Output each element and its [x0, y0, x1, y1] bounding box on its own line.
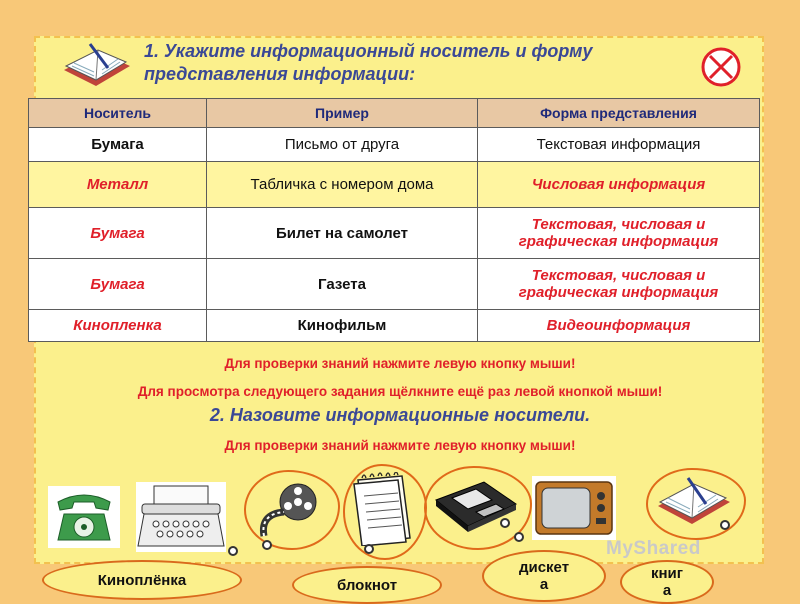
answer-book-cloud[interactable] — [620, 560, 714, 604]
answer-notebook-cloud[interactable] — [292, 566, 442, 604]
thought-dot — [228, 546, 238, 556]
telephone-image[interactable] — [48, 486, 120, 548]
cell-carrier: Бумага — [29, 208, 207, 259]
table-row — [29, 162, 760, 208]
task1-title-line2: представления информации: — [144, 64, 416, 84]
table-header-row — [29, 99, 760, 128]
answer-diskette-cloud[interactable] — [482, 550, 606, 602]
next-task-hint: Для просмотра следующего задания щёлкните ещё раз левой кнопкой мыши! — [137, 384, 663, 399]
thought-dot — [364, 544, 374, 554]
thought-dot — [262, 540, 272, 550]
thought-dot — [500, 518, 510, 528]
cell-example: Газета — [207, 259, 478, 310]
task1-title — [144, 40, 684, 86]
open-book-icon — [60, 40, 134, 94]
table-row — [29, 259, 760, 310]
check-hint-1: Для проверки знаний нажмите левую кнопку мыши! — [224, 356, 576, 371]
film-reel-icon — [254, 478, 326, 538]
thought-dot — [514, 532, 524, 542]
answer-film: Киноплёнка — [97, 571, 187, 589]
answer-book-line2: а — [662, 582, 672, 599]
cell-carrier: Металл — [29, 162, 207, 208]
cell-form: Видеоинформация — [478, 310, 760, 342]
cell-carrier: Бумага — [29, 128, 207, 162]
table-row — [29, 128, 760, 162]
carrier-table — [28, 98, 760, 342]
typewriter-image[interactable] — [136, 482, 226, 552]
cell-example: Билет на самолет — [207, 208, 478, 259]
watermark: MyShared — [606, 538, 701, 559]
task2-title: 2. Назовите информационные носители. — [209, 405, 591, 425]
answer-diskette-line1: дискет — [518, 559, 570, 576]
answer-book-line1: книг — [650, 565, 684, 582]
tv-image[interactable] — [532, 476, 616, 540]
cell-form: Числовая информация — [478, 162, 760, 208]
cell-carrier: Кинопленка — [29, 310, 207, 342]
cell-example: Табличка с номером дома — [207, 162, 478, 208]
cell-example: Кинофильм — [207, 310, 478, 342]
thought-dot — [720, 520, 730, 530]
cell-carrier: Бумага — [29, 259, 207, 310]
check-hint-2: Для проверки знаний нажмите левую кнопку мыши! — [224, 438, 576, 453]
cell-form: Текстовая, числовая и графическая информация — [478, 259, 760, 310]
header-example: Пример — [207, 99, 478, 128]
task1-title-line1: 1. Укажите информационный носитель и форму — [144, 41, 593, 61]
header-carrier: Носитель — [29, 99, 207, 128]
header-form: Форма представления — [478, 99, 760, 128]
answer-notebook: блокнот — [336, 576, 398, 594]
cell-form: Текстовая информация — [478, 128, 760, 162]
close-icon[interactable] — [700, 46, 742, 88]
table-row — [29, 310, 760, 342]
cell-example: Письмо от друга — [207, 128, 478, 162]
table-row — [29, 208, 760, 259]
answer-diskette-line2: а — [539, 576, 549, 593]
cell-form: Текстовая, числовая и графическая информация — [478, 208, 760, 259]
answer-film-cloud[interactable] — [42, 560, 242, 600]
notepad-icon — [352, 472, 414, 546]
